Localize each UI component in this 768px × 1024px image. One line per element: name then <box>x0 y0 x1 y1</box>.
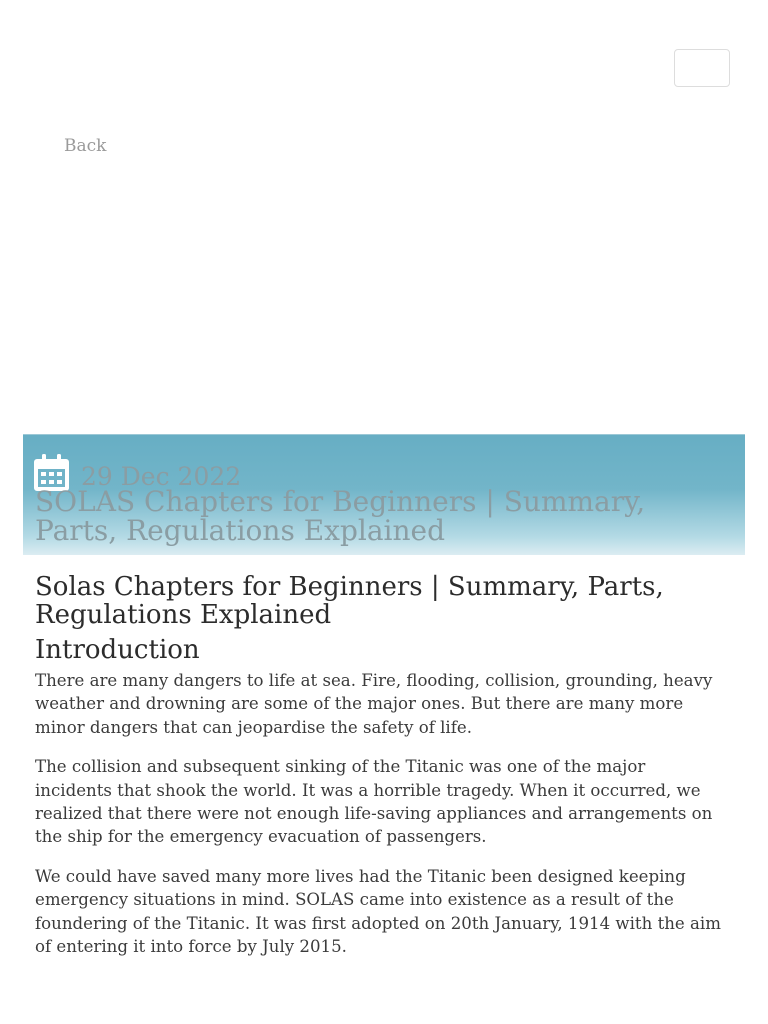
article-hero-banner <box>23 434 745 555</box>
section-heading-introduction: Introduction <box>35 635 200 665</box>
article-paragraph: We could have saved many more lives had the Titanic been designed keeping emergency situations in mind. SOLAS came into existence as a result of the foundering of the Titanic. It was first adopted on 20th January, 1914 with the aim of entering it into force by July 2015. <box>35 866 721 957</box>
article-body <box>35 573 725 974</box>
article-paragraph: There are many dangers to life at sea. Fire, flooding, collision, grounding, heavy weather and drowning are some of the major ones. But there are many more minor dangers that can jeopardise the safety of life. <box>35 671 713 737</box>
hero-title: SOLAS Chapters for Beginners | Summary, Parts, Regulations Explained <box>35 485 646 547</box>
article-title: Solas Chapters for Beginners | Summary, Parts, Regulations Explained <box>35 572 664 630</box>
article-paragraph: The collision and subsequent sinking of the Titanic was one of the major incidents that shook the world. It was a horrible tragedy. When it occurred, we realized that there were not enough life-saving appliances and arrangements on the ship for the emergency evacuation of passengers. <box>35 757 713 847</box>
back-link[interactable]: Back <box>64 136 107 156</box>
menu-toggle-button[interactable] <box>674 49 730 87</box>
post-date: 29 Dec 2022 <box>81 462 242 491</box>
